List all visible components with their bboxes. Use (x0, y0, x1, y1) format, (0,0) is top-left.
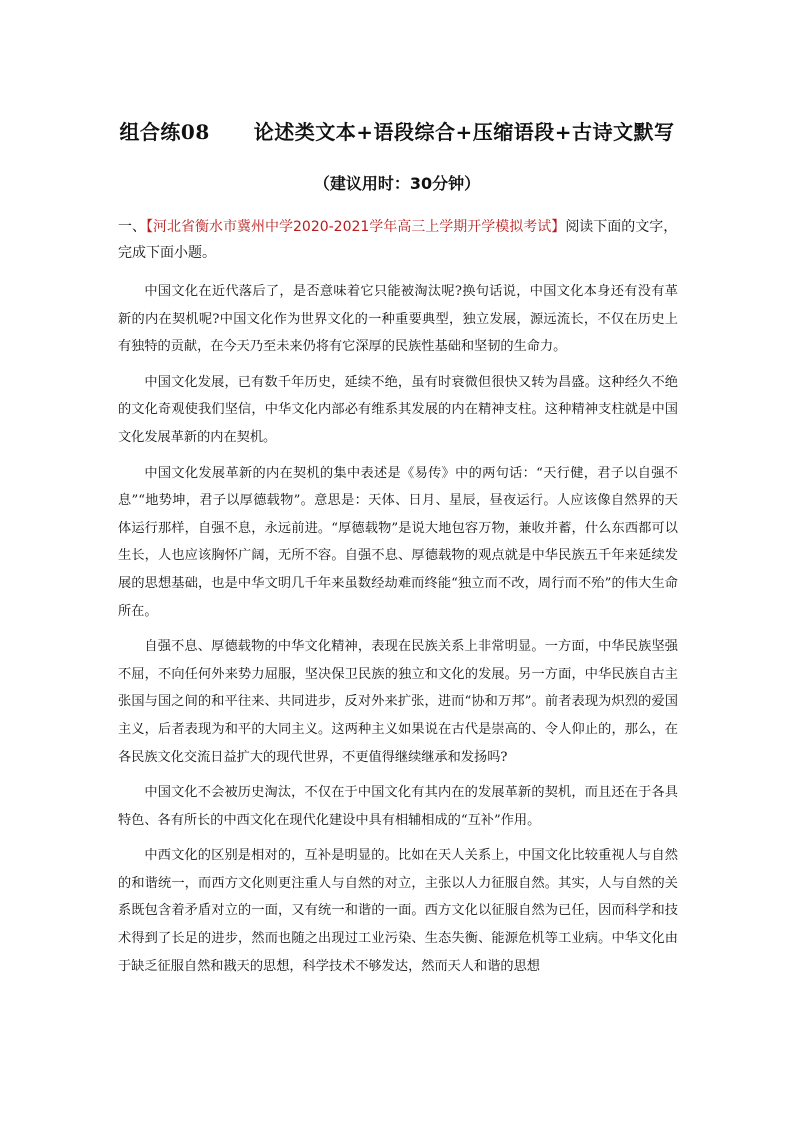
title-main: 论述类文本+语段综合+压缩语段+古诗文默写 (253, 120, 675, 144)
page-title (0, 116, 794, 145)
question-instruction: 阅读下面的文字，完成下面小题。 (118, 219, 678, 261)
paragraph: 中国文化发展革新的内在契机的集中表述是《易传》中的两句话：“天行健，君子以自强不息”“地势坤，君子以厚德载物”。意思是：天体、日月、星辰，昼夜运行。人应该像自然界的天体运行那样，自强不息，永远前进。“厚德载物”是说大地包容万物，兼收并蓄，什么东西都可以生长，人也应该胸怀广阔，无所不容。自强不息、厚德载物的观点就是中华民族五千年来延续发展的思想基础，也是中华文明几千年来虽数经劫难而终能“独立而不改，周行而不殆”的伟大生命所在。 (118, 465, 678, 619)
paragraph: 中国文化不会被历史淘汰，不仅在于中国文化有其内在的发展革新的契机，而且还在于各具特色、各有所长的中西文化在现代化建设中具有相辅相成的“互补”作用。 (118, 785, 678, 828)
passage (118, 278, 678, 988)
question-number: 一、 (118, 219, 146, 235)
title-prefix: 组合练08 (119, 120, 210, 144)
question-heading (118, 214, 678, 266)
paragraph: 中西文化的区别是相对的，互补是明显的。比如在天人关系上，中国文化比较重视人与自然的和谐统一，而西方文化则更注重人与自然的对立，主张以人力征服自然。其实，人与自然的关系既包含着矛盾对立的一面，又有统一和谐的一面。西方文化以征服自然为已任，因而科学和技术得到了长足的进步，然而也随之出现过工业污染、生态失衡、能源危机等工业病。中华文化由于缺乏征服自然和戡天的思想，科学技术不够发达，然而天人和谐的思想 (118, 848, 678, 974)
paragraph: 中国文化在近代落后了，是否意味着它只能被淘汰呢?换句话说，中国文化本身还有没有革新的内在契机呢?中国文化作为世界文化的一种重要典型，独立发展，源远流长，不仅在历史上有独特的贡献，在今天乃至未来仍将有它深厚的民族性基础和坚韧的生命力。 (118, 284, 678, 355)
paragraph: 自强不息、厚德载物的中华文化精神，表现在民族关系上非常明显。一方面，中华民族坚强不屈，不向任何外来势力屈服，坚决保卫民族的独立和文化的发展。另一方面，中华民族自古主张国与国之间的和平往来、共同进步，反对外来扩张，进而“协和万邦”。前者表现为炽烈的爱国主义，后者表现为和平的大同主义。这两种主义如果说在古代是崇高的、令人仰止的，那么，在各民族文化交流日益扩大的现代世界，不更值得继续继承和发扬吗? (118, 639, 678, 765)
question-source: 【河北省衡水市冀州中学2020-2021学年高三上学期开学模拟考试】 (146, 219, 566, 235)
suggested-time: （建议用时：30分钟） (313, 174, 481, 193)
paragraph: 中国文化发展，已有数千年历史，延续不绝，虽有时衰微但很快又转为昌盛。这种经久不绝的文化奇观使我们坚信，中华文化内部必有维系其发展的内在精神支柱。这种精神支柱就是中国文化发展革新的内在契机。 (118, 374, 678, 445)
